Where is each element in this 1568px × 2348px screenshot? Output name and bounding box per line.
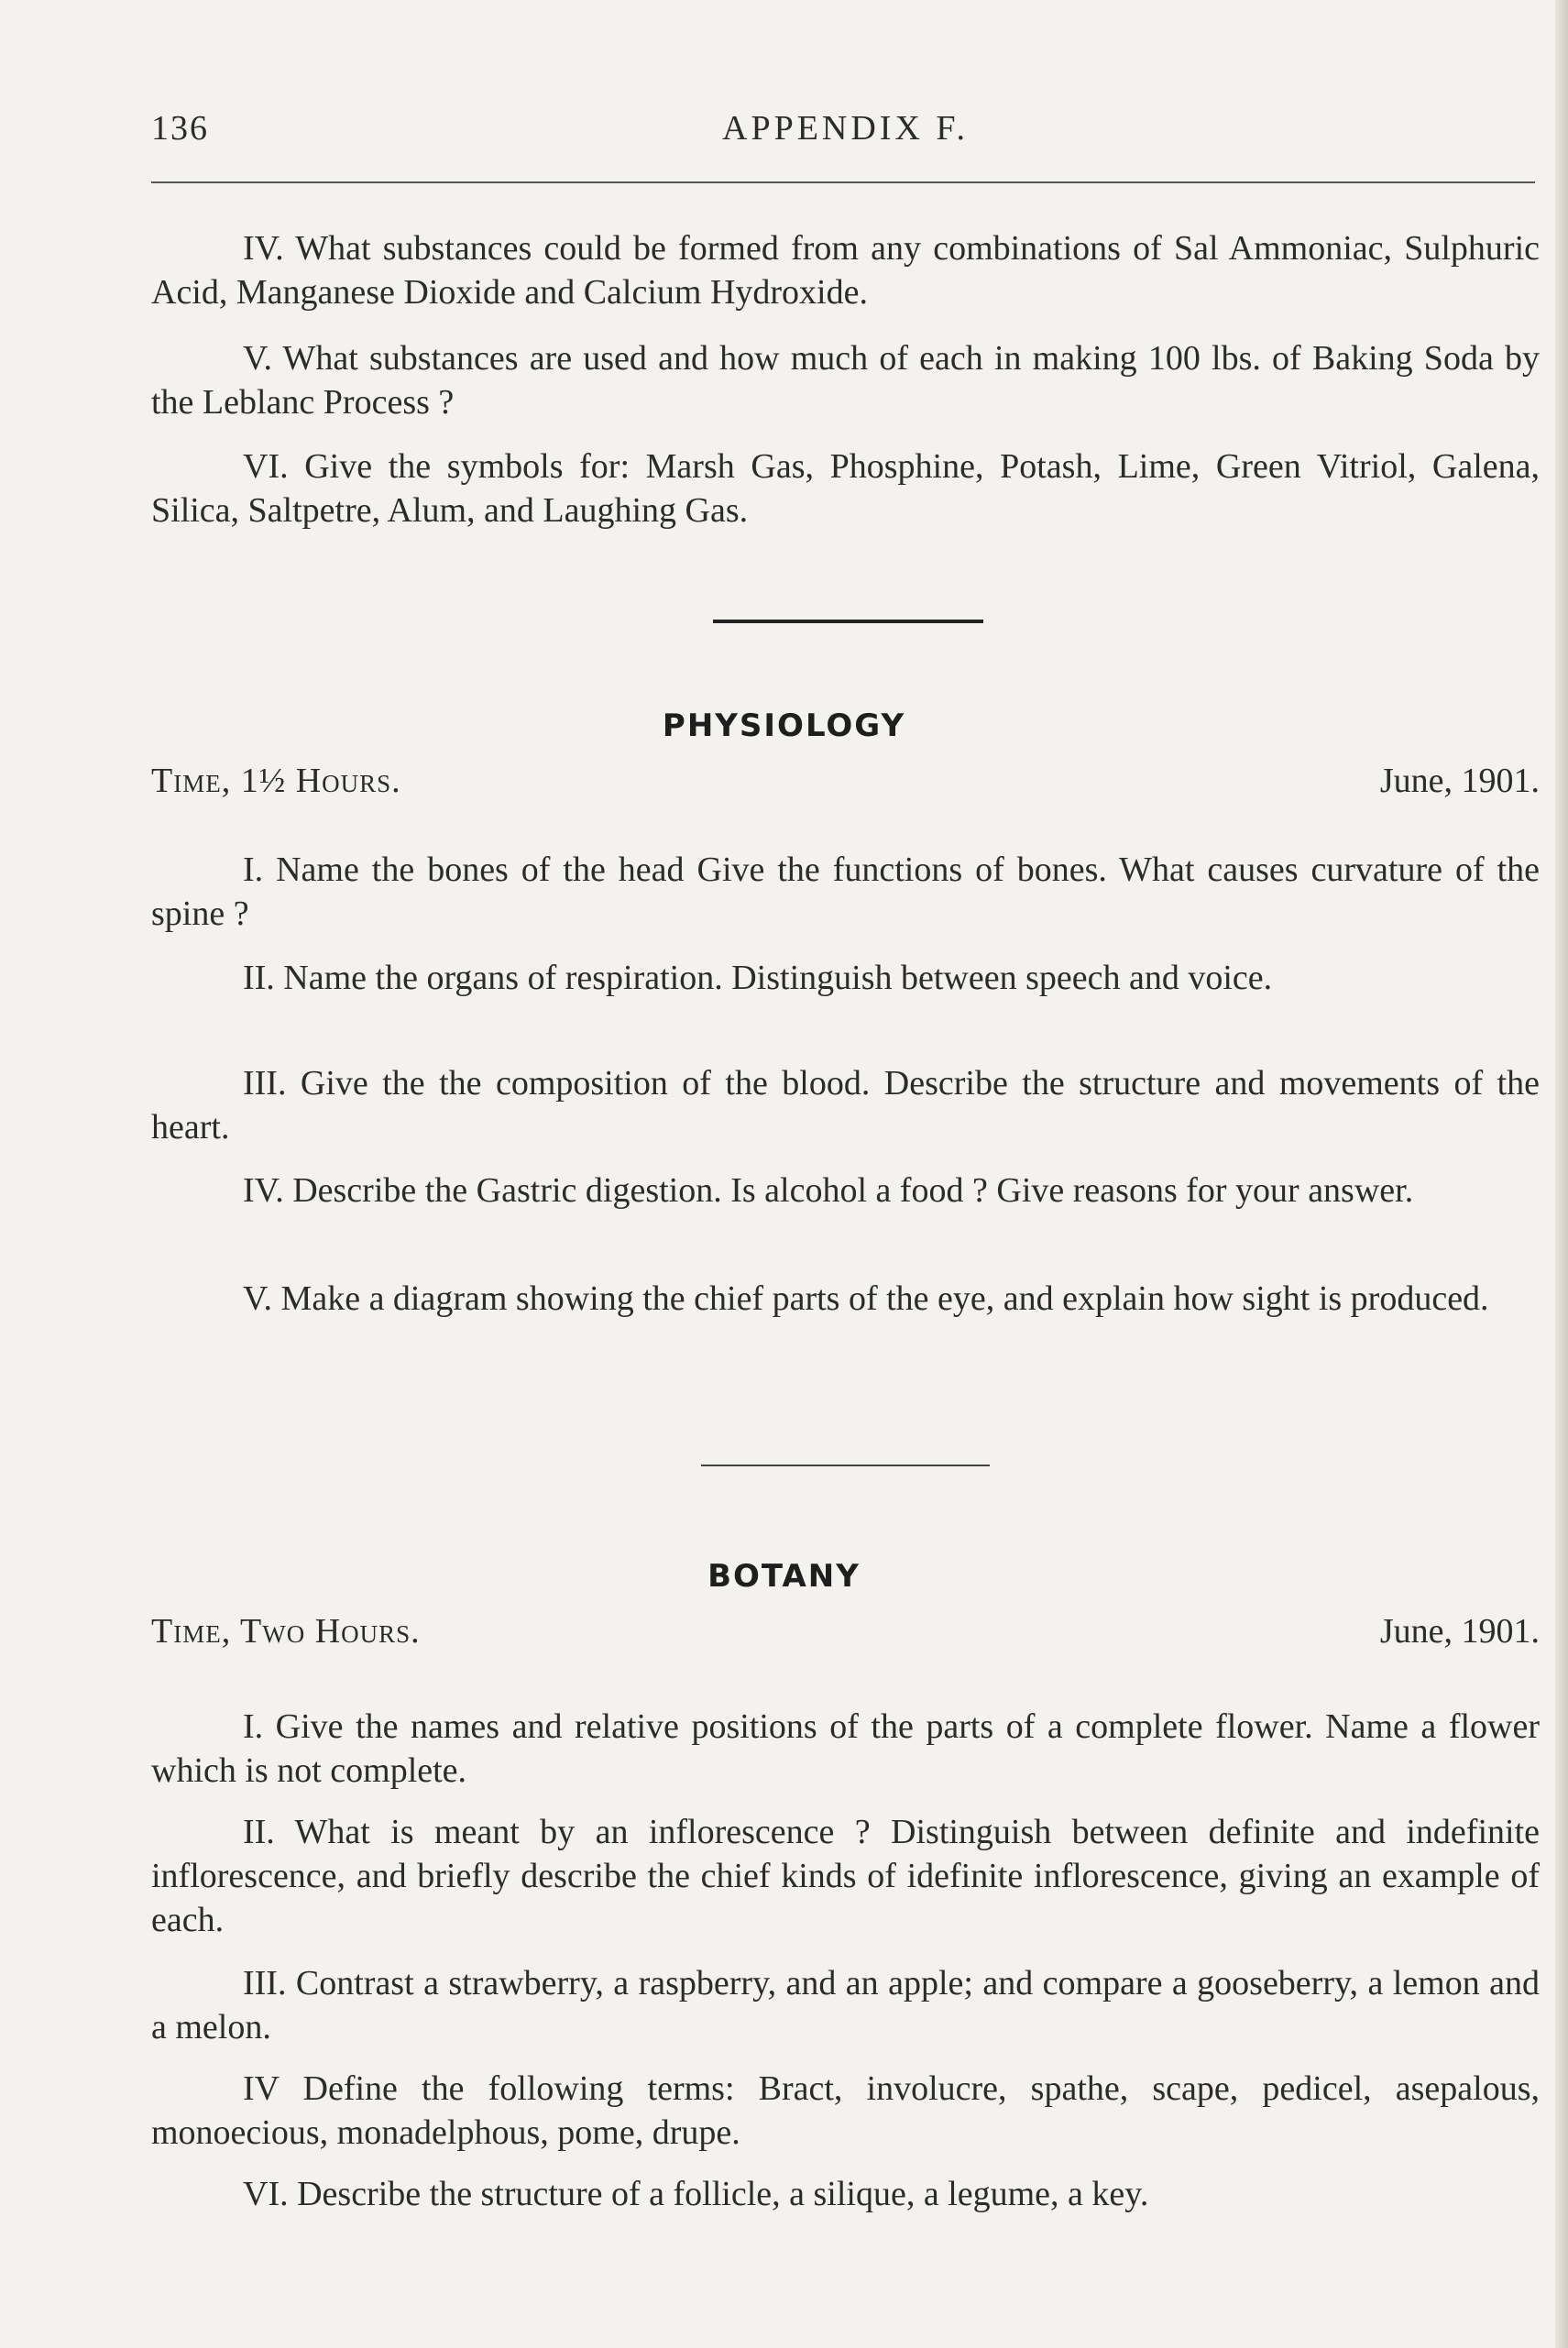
physiology-time: Time, 1½ Hours. [151,762,401,800]
page-title: APPENDIX F. [722,109,969,148]
page-header [151,108,1540,163]
physiology-date: June, 1901. [1379,762,1540,800]
section-divider [701,1465,990,1466]
page-edge-shadow [1555,0,1568,2348]
page-number: 136 [151,109,209,148]
botany-question-iii: III. Contrast a strawberry, a raspberry, and an apple; and compare a gooseberry, a lemon and a melon. [151,1964,1540,2046]
chemistry-question-vi: VI. Give the symbols for: Marsh Gas, Phosphine, Potash, Lime, Green Vitriol, Galena, Silica, Saltpetre, Alum, and Laughing Gas. [151,447,1540,530]
botany-question-iv: IV Define the following terms: Bract, involucre, spathe, scape, pedicel, asepalous, monoecious, monadelphous, pome, drupe. [151,2069,1540,2152]
botany-heading: BOTANY [707,1558,861,1595]
physiology-heading: PHYSIOLOGY [662,708,906,744]
header-rule [151,181,1535,183]
physiology-question-iii: III. Give the the composition of the blood. Describe the structure and movements of the heart. [151,1064,1540,1147]
physiology-question-v: V. Make a diagram showing the chief parts of the eye, and explain how sight is produced. [243,1279,1489,1318]
botany-meta [151,1611,1540,1657]
physiology-meta [151,761,1540,806]
botany-question-ii: II. What is meant by an inflorescence ? Distinguish between definite and indefinite inflorescence, and briefly describe the chief kinds of idefinite inflorescence, giving an example of each. [151,1813,1540,1939]
botany-question-vi: VI. Describe the structure of a follicle, a silique, a legume, a key. [243,2175,1149,2213]
chemistry-question-iv: IV. What substances could be formed from any combinations of Sal Ammoniac, Sulphuric Acid, Manganese Dioxide and Calcium Hydroxide. [151,229,1540,312]
physiology-question-i: I. Name the bones of the head Give the functions of bones. What causes curvature of the spine ? [151,850,1540,933]
physiology-question-ii: II. Name the organs of respiration. Distinguish between speech and voice. [243,959,1273,997]
physiology-question-iv: IV. Describe the Gastric digestion. Is alcohol a food ? Give reasons for your answer. [243,1171,1414,1210]
chemistry-question-v: V. What substances are used and how much of each in making 100 lbs. of Baking Soda by the Leblanc Process ? [151,339,1540,422]
botany-time: Time, Two Hours. [151,1612,421,1651]
botany-question-i: I. Give the names and relative positions of the parts of a complete flower. Name a flower which is not complete. [151,1707,1540,1790]
botany-date: June, 1901. [1379,1612,1540,1651]
section-divider [713,620,983,623]
